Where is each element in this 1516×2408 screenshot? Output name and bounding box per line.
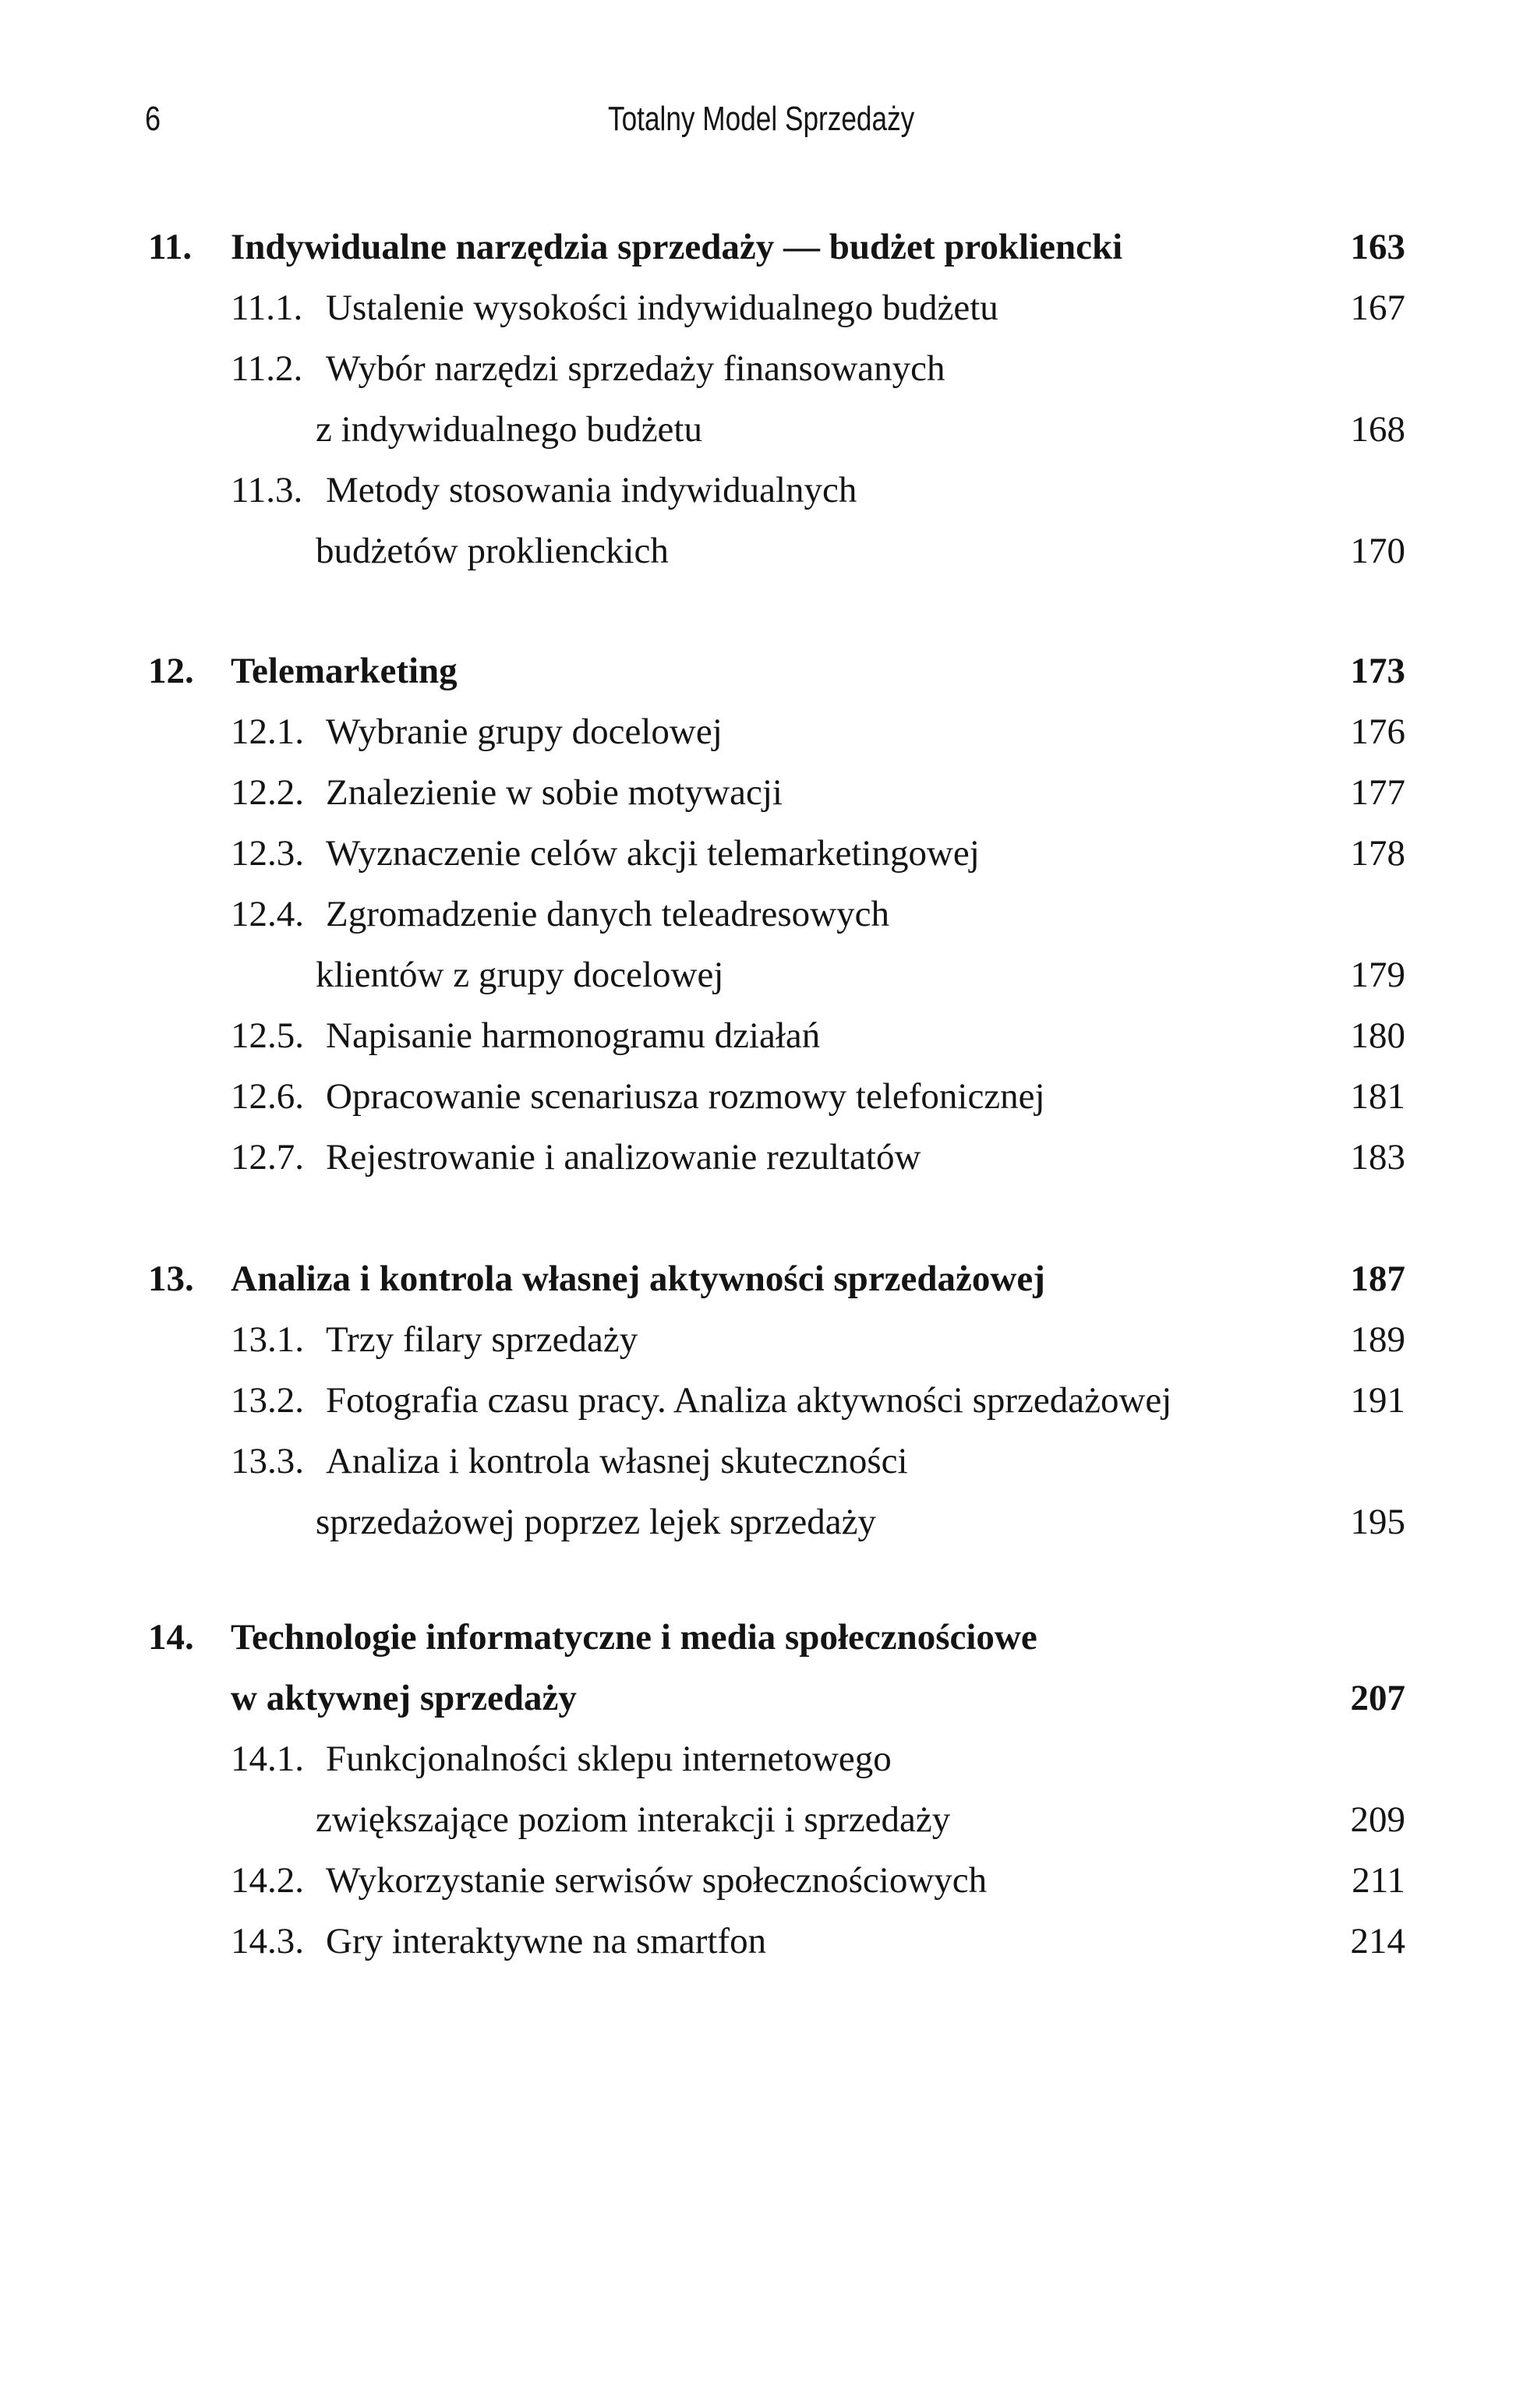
section-entry[interactable] bbox=[0, 277, 1516, 338]
section-title: Rejestrowanie i analizowanie rezultatów bbox=[326, 1137, 921, 1178]
section-entry-continuation[interactable] bbox=[0, 944, 1516, 1005]
section-entry[interactable] bbox=[0, 460, 1516, 521]
section-number: 11.2. bbox=[231, 348, 303, 389]
chapter-page: 173 bbox=[1350, 651, 1405, 691]
chapter-heading-continuation[interactable] bbox=[0, 1668, 1516, 1728]
section-page: 191 bbox=[1350, 1380, 1405, 1421]
section-page: 195 bbox=[1350, 1502, 1405, 1542]
section-title: Napisanie harmonogramu działań bbox=[326, 1015, 821, 1056]
section-number: 12.4. bbox=[231, 894, 304, 934]
chapter-page: 207 bbox=[1350, 1678, 1405, 1718]
section-entry-continuation[interactable] bbox=[0, 1492, 1516, 1552]
section-entry[interactable] bbox=[0, 1127, 1516, 1188]
chapter-number: 14. bbox=[148, 1617, 194, 1658]
page-number: 6 bbox=[145, 100, 161, 138]
section-number: 11.1. bbox=[231, 288, 303, 328]
section-title: Metody stosowania indywidualnych bbox=[326, 470, 857, 510]
section-title-continuation: budżetów proklienckich bbox=[316, 531, 669, 571]
chapter-14 bbox=[0, 1607, 1516, 1972]
section-title: Funkcjonalności sklepu internetowego bbox=[326, 1739, 892, 1779]
section-number: 14.3. bbox=[231, 1921, 304, 1961]
section-number: 14.1. bbox=[231, 1739, 304, 1779]
section-page: 167 bbox=[1350, 288, 1405, 328]
section-page: 168 bbox=[1350, 409, 1405, 450]
chapter-number: 11. bbox=[148, 227, 193, 267]
chapter-heading[interactable] bbox=[0, 217, 1516, 277]
chapter-heading[interactable] bbox=[0, 1248, 1516, 1309]
section-entry-continuation[interactable] bbox=[0, 521, 1516, 581]
chapter-11 bbox=[0, 217, 1516, 581]
section-page: 181 bbox=[1350, 1076, 1405, 1117]
chapter-number: 13. bbox=[148, 1259, 194, 1299]
section-title-continuation: klientów z grupy docelowej bbox=[316, 955, 724, 995]
section-entry[interactable] bbox=[0, 1309, 1516, 1370]
chapter-12 bbox=[0, 641, 1516, 1188]
chapter-page: 187 bbox=[1350, 1259, 1405, 1299]
section-entry[interactable] bbox=[0, 1850, 1516, 1911]
section-number: 12.1. bbox=[231, 711, 304, 752]
section-title: Fotografia czasu pracy. Analiza aktywności sprzedażowej bbox=[326, 1380, 1172, 1421]
section-entry[interactable] bbox=[0, 884, 1516, 944]
section-title-continuation: sprzedażowej poprzez lejek sprzedaży bbox=[316, 1502, 876, 1542]
section-title-continuation: zwiększające poziom interakcji i sprzedaży bbox=[316, 1799, 951, 1840]
section-title: Znalezienie w sobie motywacji bbox=[326, 772, 783, 813]
chapter-number: 12. bbox=[148, 651, 194, 691]
section-number: 13.1. bbox=[231, 1319, 304, 1360]
chapter-title: Analiza i kontrola własnej aktywności sprzedażowej bbox=[231, 1259, 1045, 1299]
chapter-title: Indywidualne narzędzia sprzedaży — budżet prokliencki bbox=[231, 227, 1123, 267]
section-page: 189 bbox=[1350, 1319, 1405, 1360]
section-number: 12.3. bbox=[231, 833, 304, 874]
section-title: Zgromadzenie danych teleadresowych bbox=[326, 894, 889, 934]
section-title: Wykorzystanie serwisów społecznościowych bbox=[326, 1860, 988, 1901]
section-page: 179 bbox=[1350, 955, 1405, 995]
section-title: Wyznaczenie celów akcji telemarketingowej bbox=[326, 833, 980, 874]
section-page: 209 bbox=[1350, 1799, 1405, 1840]
section-page: 180 bbox=[1350, 1015, 1405, 1056]
section-entry[interactable] bbox=[0, 1911, 1516, 1972]
section-page: 214 bbox=[1350, 1921, 1405, 1961]
running-head bbox=[0, 92, 1516, 147]
section-title-continuation: z indywidualnego budżetu bbox=[316, 409, 702, 450]
section-number: 12.6. bbox=[231, 1076, 304, 1117]
section-title: Ustalenie wysokości indywidualnego budżetu bbox=[326, 288, 998, 328]
section-title: Wybór narzędzi sprzedaży finansowanych bbox=[326, 348, 945, 389]
section-number: 13.3. bbox=[231, 1441, 304, 1481]
section-page: 177 bbox=[1350, 772, 1405, 813]
section-title: Gry interaktywne na smartfon bbox=[326, 1921, 767, 1961]
section-entry[interactable] bbox=[0, 701, 1516, 762]
section-title: Trzy filary sprzedaży bbox=[326, 1319, 638, 1360]
section-entry[interactable] bbox=[0, 1066, 1516, 1127]
section-number: 12.5. bbox=[231, 1015, 304, 1056]
section-entry[interactable] bbox=[0, 1728, 1516, 1789]
section-entry[interactable] bbox=[0, 823, 1516, 884]
section-entry[interactable] bbox=[0, 1431, 1516, 1492]
section-title: Analiza i kontrola własnej skuteczności bbox=[326, 1441, 908, 1481]
section-number: 14.2. bbox=[231, 1860, 304, 1901]
section-number: 12.7. bbox=[231, 1137, 304, 1178]
section-entry[interactable] bbox=[0, 1370, 1516, 1431]
section-page: 211 bbox=[1352, 1860, 1405, 1901]
section-entry[interactable] bbox=[0, 1005, 1516, 1066]
chapter-title-continuation: w aktywnej sprzedaży bbox=[231, 1678, 577, 1718]
section-page: 178 bbox=[1350, 833, 1405, 874]
chapter-title: Telemarketing bbox=[231, 651, 458, 691]
section-number: 12.2. bbox=[231, 772, 304, 813]
section-title: Opracowanie scenariusza rozmowy telefonicznej bbox=[326, 1076, 1045, 1117]
section-page: 170 bbox=[1350, 531, 1405, 571]
chapter-title: Technologie informatyczne i media społecznościowe bbox=[231, 1617, 1037, 1658]
chapter-heading[interactable] bbox=[0, 1607, 1516, 1668]
section-page: 176 bbox=[1350, 711, 1405, 752]
chapter-page: 163 bbox=[1350, 227, 1405, 267]
section-title: Wybranie grupy docelowej bbox=[326, 711, 723, 752]
chapter-13 bbox=[0, 1248, 1516, 1552]
book-title: Totalny Model Sprzedaży bbox=[608, 100, 915, 138]
table-of-contents bbox=[0, 217, 1516, 2034]
section-entry-continuation[interactable] bbox=[0, 399, 1516, 460]
section-entry-continuation[interactable] bbox=[0, 1789, 1516, 1850]
section-number: 11.3. bbox=[231, 470, 303, 510]
section-number: 13.2. bbox=[231, 1380, 304, 1421]
section-page: 183 bbox=[1350, 1137, 1405, 1178]
section-entry[interactable] bbox=[0, 762, 1516, 823]
section-entry[interactable] bbox=[0, 338, 1516, 399]
chapter-heading[interactable] bbox=[0, 641, 1516, 701]
